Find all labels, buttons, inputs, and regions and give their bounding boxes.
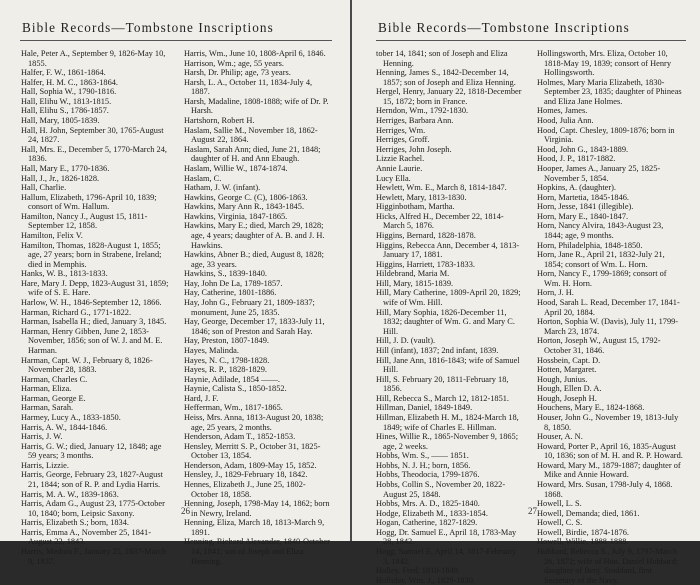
record-entry: Halfer, F. W., 1861-1864. bbox=[21, 68, 106, 78]
record-entry: Hay, George, December 17, 1833-July 11, 1846; son of Preston and Sarah Hay. bbox=[184, 317, 325, 336]
record-entry: Hamilton, Nancy J., August 15, 1811-September 12, 1858. bbox=[21, 211, 148, 231]
record-entry: Hawkins, Mary Ann R., 1843-1845. bbox=[184, 202, 305, 212]
record-entry: Hobbs, Collin S., November 20, 1822-August 25, 1848. bbox=[376, 480, 506, 499]
record-entry: Henning, Joseph, 1798-May 14, 1862; born in Newry, Ireland. bbox=[184, 499, 330, 518]
record-entry: Henning, Eliza, March 18, 1813-March 9, 1891. bbox=[184, 518, 325, 537]
record-entry: Harris, Elizabeth S.; born, 1834. bbox=[21, 518, 129, 528]
record-entry: Haynie, Calista S., 1850-1852. bbox=[184, 384, 287, 394]
record-entry: Hall, Mary E., 1770-1836. bbox=[21, 163, 110, 173]
record-entry: Hewlett, Wm. E., March 8, 1814-1847. bbox=[376, 183, 507, 193]
record-entry: Hawkins, George C. (C), 1806-1863. bbox=[184, 192, 308, 202]
record-entry: Holliday, Wm. J., 1829-1830. bbox=[376, 575, 475, 585]
record-entry: Hodge, Elizabeth M., 1833-1854. bbox=[376, 508, 488, 518]
page-number: 27 bbox=[528, 506, 537, 516]
record-entry: Howard, Mrs. Susan, 1798-July 4, 1868. 1868. bbox=[537, 480, 673, 499]
record-entry: Holley, Fred, 1810-1849. bbox=[376, 566, 461, 576]
record-entry: Horton, Sophia W. (Davis), July 11, 1799-March 23, 1874. bbox=[537, 317, 679, 336]
record-entry: Howell, Willie, 1888-1888. bbox=[537, 537, 629, 547]
record-entry: Harman, George E. bbox=[21, 393, 86, 403]
record-entry: Harris, A. W., 1844-1846. bbox=[21, 422, 108, 432]
record-entry: Haslam, Willie W., 1874-1874. bbox=[184, 163, 288, 173]
record-entry: Hill, Rebecca S., March 12, 1812-1851. bbox=[376, 393, 510, 403]
record-entry: Annie Laurie. bbox=[376, 163, 423, 173]
header-rule bbox=[20, 40, 332, 41]
record-entry: Hamilton, Thomas, 1828-August 1, 1855; age, 27 years; born in Strabene, Ireland; died in Memphis. bbox=[21, 240, 162, 269]
record-entry: Hough, Ellen D. A. bbox=[537, 384, 602, 394]
record-entry: Hefferman, Wm., 1817-1865. bbox=[184, 403, 283, 413]
record-entry: Hood, John G., 1843-1889. bbox=[537, 144, 629, 154]
record-entry: Horn, Jane R., April 21, 1832-July 21, 1854; consort of Wm. L. Horn. bbox=[537, 250, 665, 269]
record-entry: Haslam, Sarah Ann; died, June 21, 1848; daughter of H. and Ann Ebaugh. bbox=[184, 144, 321, 164]
record-entry: Harlow, W. H., 1846-September 12, 1866. bbox=[21, 298, 162, 308]
entries-column-2 bbox=[537, 49, 683, 585]
record-entry: Harman, Henry Gibben, June 2, 1853-November, 1856; son of W. J. and M. E. Harman. bbox=[21, 326, 163, 355]
record-entry: Hobbs, N. J. H.; born, 1856. bbox=[376, 460, 471, 470]
record-entry: Hildebrand, Maria M. bbox=[376, 269, 450, 279]
record-entry: Hard, J. F. bbox=[184, 393, 219, 403]
record-entry: Higgins, Harriett, 1783-1833. bbox=[376, 259, 475, 269]
record-entry: Hall, Mrs. E., December 5, 1770-March 24, 1836. bbox=[21, 144, 167, 164]
page-number: 26 bbox=[181, 506, 190, 516]
record-entry: Howard, Mary M., 1879-1887; daughter of Mike and Annie Howard. bbox=[537, 460, 681, 480]
record-entry: Hogg, Dr. Samuel E., April 18, 1783-May 28, 1842. bbox=[376, 527, 517, 547]
record-entry: Harris, Lizzie. bbox=[21, 460, 69, 470]
record-entry: Haynie, Adilade, 1854 ——. bbox=[184, 374, 280, 384]
record-entry: Harsh, Madaline, 1808-1888; wife of Dr. P. Harsh. bbox=[184, 96, 329, 116]
entries-column-2 bbox=[184, 49, 332, 566]
record-entry: Hall, Mary, 1805-1839. bbox=[21, 116, 100, 126]
record-entry: Howell, Demanda; died, 1861. bbox=[537, 508, 640, 518]
record-entry: Hare, Mary J. Depp, 1823-August 31, 1859; wife of S. E. Hare. bbox=[21, 278, 169, 298]
page-header: Bible Records—Tombstone Inscriptions bbox=[378, 20, 630, 35]
record-entry: Hillman, Elizabeth H. M., 1824-March 18, 1849; wife of Charles E. Hillman. bbox=[376, 412, 519, 432]
record-entry: Houchens, Mary E., 1824-1868. bbox=[537, 403, 645, 413]
record-entry: Hamilton, Felix V. bbox=[21, 230, 83, 240]
entries-column-1 bbox=[376, 49, 522, 585]
record-entry: Hogan, Catherine, 1827-1829. bbox=[376, 518, 478, 528]
record-entry: Hensley, J., 1829-February 18, 1842. bbox=[184, 470, 308, 480]
record-entry: Harman, Sarah. bbox=[21, 403, 74, 413]
record-entry: Halfer, H. M. C., 1863-1864. bbox=[21, 77, 118, 87]
record-entry: Higgins, Rebecca Ann, December 4, 1813-January 17, 1881. bbox=[376, 240, 520, 260]
record-entry: Hall, Elihu W., 1813-1815. bbox=[21, 96, 112, 106]
record-entry: Hill, Mary, 1815-1839. bbox=[376, 278, 454, 288]
entries-column-1 bbox=[21, 49, 169, 566]
record-entry: Horn, Jesse, 1841 (illegible). bbox=[537, 202, 634, 212]
record-entry: Hewlett, Mary, 1813-1830. bbox=[376, 192, 467, 202]
record-entry: Hall, J., Jr., 1826-1828. bbox=[21, 173, 100, 183]
record-entry: Horn, Philadelphia, 1848-1850. bbox=[537, 240, 643, 250]
record-entry: Henning, Richard Alexander, 1840-October 14, 1841; son of Joseph and Eliza Henning. bbox=[184, 537, 330, 566]
record-entry: Haslam, Sallie M., November 18, 1862-August 22, 1864. bbox=[184, 125, 318, 145]
record-entry: Harsh, Dr. Philip; age, 73 years. bbox=[184, 68, 291, 78]
record-entry: Hough, Junius. bbox=[537, 374, 588, 384]
record-entry: Hartshorn, Robert H. bbox=[184, 116, 255, 126]
record-entry: Hatham, J. W. (infant). bbox=[184, 183, 261, 193]
record-entry: Hall, Sophia W., 1790-1816. bbox=[21, 87, 117, 97]
record-entry: Harman, Richard G., 1771-1822. bbox=[21, 307, 132, 317]
record-entry: Hood, Julia Ann. bbox=[537, 116, 594, 126]
record-entry: Holmes, Mary Maria Elizabeth, 1830-September 23, 1835; daughter of Phineas and Eliza Jane Holmes. bbox=[537, 77, 682, 106]
record-entry: Horn, Mary E., 1840-1847. bbox=[537, 211, 629, 221]
record-entry: Howell, Birdie, 1874-1876. bbox=[537, 527, 630, 537]
record-entry: Lucy Ella. bbox=[376, 173, 411, 183]
record-entry: Hawkins, S., 1839-1840. bbox=[184, 269, 267, 279]
record-entry: Hall, Elihu S., 1786-1857. bbox=[21, 106, 109, 116]
record-entry: Hale, Peter A., September 9, 1826-May 10, 1855. bbox=[21, 49, 166, 68]
record-entry: Hobbs, Theodocia, 1799-1876. bbox=[376, 470, 480, 480]
record-entry: Hill (infant), 1837; 2nd infant, 1839. bbox=[376, 345, 499, 355]
record-entry: Hood, J. P., 1817-1882. bbox=[537, 154, 616, 164]
record-entry: Henderson, Adam, 1809-May 15, 1852. bbox=[184, 460, 317, 470]
record-entry: Hough, Joseph H. bbox=[537, 393, 597, 403]
record-entry: Harman, Capt. W. J., February 8, 1826-November 28, 1883. bbox=[21, 355, 153, 375]
record-entry: Horn, Martetia, 1845-1846. bbox=[537, 192, 629, 202]
record-entry: Harris, Medora F., January 25, 1837-March 9, 1837. bbox=[21, 547, 167, 566]
record-entry: Hayes, Malinda. bbox=[184, 345, 239, 355]
record-entry: Hossbein, Capt. D. bbox=[537, 355, 601, 365]
record-entry: Hooper, James A., January 25, 1825-November 5, 1854. bbox=[537, 163, 661, 183]
record-entry: Harris, Adam G., August 23, 1775-October 10, 1840; born, Leipsic Saxony. bbox=[21, 499, 165, 518]
record-entry: Lizzie Rachel. bbox=[376, 154, 425, 164]
record-entry: Harris, M. A. W., 1839-1863. bbox=[21, 489, 119, 499]
record-entry: Hillman, Daniel, 1849-1849. bbox=[376, 403, 473, 413]
record-entry: Horn, J. H. bbox=[537, 288, 574, 298]
record-entry: Hawkins, Abner B.; died, August 8, 1828; age, 33 years. bbox=[184, 250, 324, 269]
record-entry: Hill, J. D. (vault). bbox=[376, 336, 436, 346]
record-entry: Higgins, Bernard, 1828-1878. bbox=[376, 230, 476, 240]
record-entry: Higginbotham, Martha. bbox=[376, 202, 455, 212]
record-entry: Henderson, Adam T., 1852-1853. bbox=[184, 432, 296, 442]
record-entry: Harris, Emma A., November 25, 1841-August 22, 1843. bbox=[21, 527, 151, 547]
header-rule bbox=[376, 40, 686, 41]
record-entry: Hopkins, A. (daughter). bbox=[537, 183, 617, 193]
record-entry: Hay, John G., February 21, 1809-1837; monument, June 25, 1835. bbox=[184, 298, 315, 317]
record-entry: Hines, Willie R., 1865-November 9, 1865; age, 2 weeks. bbox=[376, 432, 519, 451]
record-entry: Hall, H. John, September 30, 1765-August 24, 1827. bbox=[21, 125, 164, 145]
record-entry: Homes, James. bbox=[537, 106, 588, 116]
record-entry: Hill, S. February 20, 1811-February 18, 1856. bbox=[376, 374, 509, 394]
record-entry: Harsh, L. A., October 11, 1834-July 4, 1887. bbox=[184, 77, 313, 97]
right-page bbox=[352, 0, 700, 585]
record-entry: Hill, Mary Catherine, 1809-April 20, 1829; wife of Wm. Hill. bbox=[376, 288, 521, 308]
record-entry: Herndon, Wm., 1792-1830. bbox=[376, 106, 469, 116]
record-entry: Hayes, N. C., 1798-1828. bbox=[184, 355, 270, 365]
record-entry: tober 14, 1841; son of Joseph and Eliza Henning. bbox=[376, 49, 508, 68]
record-entry: Hayes, R. P., 1828-1829. bbox=[184, 365, 267, 375]
record-entry: Hay, John De La, 1789-1857. bbox=[184, 278, 283, 288]
record-entry: Herriges, Barbara Ann. bbox=[376, 116, 454, 126]
record-entry: Hogg, Samuel E. April 14, 1817-February 3, 1842. bbox=[376, 547, 517, 566]
record-entry: Horton, Joseph W., August 15, 1792-October 31, 1846. bbox=[537, 336, 661, 355]
record-entry: Herriges, John Joseph. bbox=[376, 144, 452, 154]
record-entry: Howard, Porter P., April 16, 1835-August 10, 1836; son of M. H. and R. P. Howard. bbox=[537, 441, 683, 461]
record-entry: Hubbard, Rebecca S., July 9, 1797-March 26, 1872; wife of Hon. Daniel Hubbard; daughter of Benj. Stoddard, first Secretary of the Navy. bbox=[537, 547, 678, 585]
page-header: Bible Records—Tombstone Inscriptions bbox=[22, 20, 274, 35]
record-entry: Herriges, Wm. bbox=[376, 125, 426, 135]
record-entry: Howell, L. S. bbox=[537, 499, 582, 509]
record-entry: Harman, Eliza. bbox=[21, 384, 72, 394]
record-entry: Hanks, W. B., 1813-1833. bbox=[21, 269, 108, 279]
record-entry: Hollingsworth, Mrs. Eliza, October 10, 1818-May 19, 1839; consort of Henry Hollingsworth. bbox=[537, 49, 671, 78]
record-entry: Harman, Isabella H.; died, January 3, 1845. bbox=[21, 317, 167, 327]
record-entry: Harrison, Wm.; age, 55 years. bbox=[184, 58, 284, 68]
record-entry: Houser, John G., November 19, 1813-July 8, 1850. bbox=[537, 412, 679, 432]
record-entry: Hensley, Merritt S. P., October 31, 1825-October 13, 1854. bbox=[184, 441, 321, 461]
record-entry: Henning, James S., 1842-December 14, 1857; son of Joseph and Eliza Henning. bbox=[376, 68, 516, 87]
record-entry: Horn, Nancy Alvira, 1843-August 23, 1844; age, 9 months. bbox=[537, 221, 664, 240]
record-entry: Hill, Jane Ann, 1816-1843; wife of Samuel Hill. bbox=[376, 355, 520, 375]
record-entry: Harman, Charles C. bbox=[21, 374, 88, 384]
record-entry: Houser, A. N. bbox=[537, 432, 583, 442]
record-entry: Harmey, Lucy A., 1833-1850. bbox=[21, 412, 121, 422]
record-entry: Hood, Sarah L. Read, December 17, 1841-April 20, 1884. bbox=[537, 298, 680, 317]
record-entry: Horn, Nancy F., 1799-1869; consort of Wm. H. Horn. bbox=[537, 269, 667, 288]
record-entry: Harris, J. W. bbox=[21, 432, 63, 442]
record-entry: Hergel, Henry, January 22, 1818-December 15, 1872; born in France. bbox=[376, 87, 522, 106]
record-entry: Heiss, Mrs. Anna, 1813-August 20, 1838; age, 25 years, 2 months. bbox=[184, 412, 324, 432]
record-entry: Haslam, C. bbox=[184, 173, 222, 183]
record-entry: Harris, George, February 23, 1827-August 21, 1844; son of R. P. and Lydia Harris. bbox=[21, 470, 163, 490]
record-entry: Hall, Charlie. bbox=[21, 183, 67, 193]
record-entry: Hawkins, Mary E.; died, March 29, 1828; age, 4 years; daughter of A. B. and J. H. Hawkins. bbox=[184, 221, 325, 250]
record-entry: Hobbs, Mrs. A. D., 1825-1840. bbox=[376, 499, 480, 509]
record-entry: Hotten, Margaret. bbox=[537, 365, 597, 375]
record-entry: Herriges, Groff. bbox=[376, 135, 430, 145]
record-entry: Hill, Mary Sophia, 1826-December 11, 1832; daughter of Wm. G. and Mary C. Hill. bbox=[376, 307, 515, 336]
record-entry: Hobbs, Wm. S., —— 1851. bbox=[376, 451, 469, 461]
left-page bbox=[0, 0, 350, 566]
record-entry: Hicks, Alfred H., December 22, 1814-March 5, 1876. bbox=[376, 211, 504, 231]
record-entry: Hallum, Elizabeth, 1796-April 10, 1839; consort of Wm. Hallum. bbox=[21, 192, 157, 212]
record-entry: Hay, Preston, 1807-1849. bbox=[184, 336, 269, 346]
record-entry: Howell, C. S. bbox=[537, 518, 583, 528]
record-entry: Hood, Capt. Chesley, 1809-1876; born in Virginia. bbox=[537, 125, 675, 145]
record-entry: Harris, Wm., June 10, 1808-April 6, 1846. bbox=[184, 49, 326, 58]
record-entry: Harris, G. W.; died, January 12, 1848; age 59 years; 3 months. bbox=[21, 441, 162, 461]
record-entry: Hay, Catherine, 1801-1886. bbox=[184, 288, 277, 298]
record-entry: Hennes, Elizabeth J., June 25, 1802-October 18, 1858. bbox=[184, 480, 306, 499]
record-entry: Hawkins, Virginia, 1847-1865. bbox=[184, 211, 288, 221]
